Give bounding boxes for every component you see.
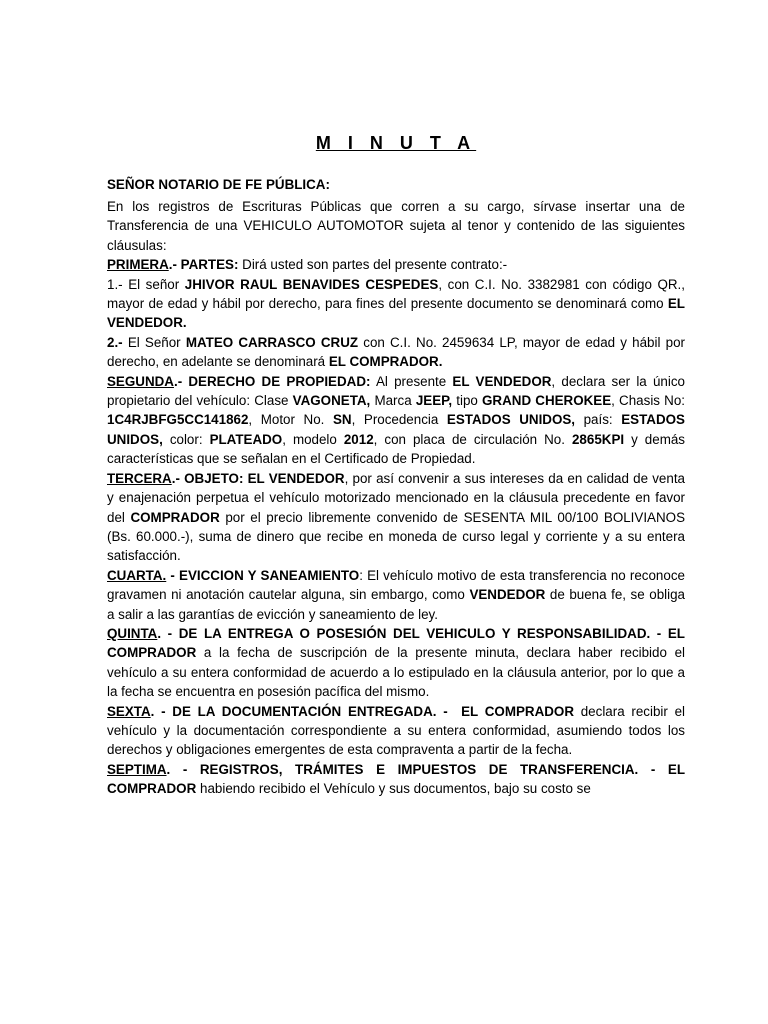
clause-bold: VAGONETA,: [292, 393, 371, 409]
party-number: 2.-: [107, 334, 123, 350]
clause-heading: TERCERA: [107, 470, 172, 486]
clause-bold: 2865KPI: [571, 431, 625, 447]
clause-text: Al presente: [370, 373, 453, 389]
clause-text: declara recibir el vehículo y la documentación correspondiente a su entera conformidad, asumiendo todos los derechos y obligaciones emergentes de esta compraventa a partir de la fecha.: [107, 703, 685, 758]
party-role: EL VENDEDOR.: [107, 296, 685, 331]
clause-text: , modelo: [282, 431, 344, 447]
clause-text: , Motor No.: [248, 412, 333, 428]
clause-title: . - DE LA ENTREGA O POSESIÓN DEL VEHICULO Y RESPONSABILIDAD. - EL COMPRADOR: [107, 625, 685, 661]
clause-bold: PLATEADO: [209, 431, 283, 447]
clause-bold: GRAND CHEROKEE: [482, 393, 612, 409]
party-1: [107, 275, 685, 333]
party-role: EL COMPRADOR.: [328, 354, 443, 370]
clause-bold: COMPRADOR: [130, 509, 220, 525]
clause-text: país:: [575, 412, 622, 428]
clause-heading: PRIMERA: [107, 257, 169, 273]
party-name: JHIVOR RAUL BENAVIDES CESPEDES: [184, 276, 439, 292]
party-text: , con C.I. No. 3382981 con código QR., mayor de edad y hábil por derecho, para fines del presente documento se denominará como: [107, 276, 685, 312]
clause-text: , declara ser la único propietario del vehículo: Clase: [107, 373, 685, 409]
clause-heading: SEXTA: [107, 703, 151, 719]
clause-bold: 2012: [343, 431, 374, 447]
clause-segunda: [107, 372, 685, 469]
clause-title: - EVICCION Y SANEAMIENTO: [166, 567, 360, 583]
clause-text: tipo: [452, 393, 483, 409]
clause-bold: 1C4RJBFG5CC141862: [107, 412, 249, 428]
clause-text: , Chasis No:: [611, 393, 685, 409]
clause-text: , Procedencia: [351, 412, 447, 428]
clause-text: por el precio libremente convenido de SESENTA MIL 00/100 BOLIVIANOS (Bs. 60.000.-), suma de dinero que recibe en moneda de curso legal y corriente y a su entera satisfacción.: [107, 509, 685, 564]
clause-bold: SN: [332, 412, 352, 428]
intro-paragraph: En los registros de Escrituras Públicas que corren a su cargo, sírvase insertar una de Transferencia de una VEHICULO AUTOMOTOR sujeta al tenor y contenido de las siguientes cláusulas:: [107, 199, 685, 253]
clause-quinta: [107, 624, 685, 702]
clause-title: . - REGISTROS, TRÁMITES E IMPUESTOS DE TRANSFERENCIA. - EL COMPRADOR: [107, 761, 685, 797]
clause-cuarta: [107, 566, 685, 624]
clause-heading: SEGUNDA: [107, 373, 174, 389]
clause-bold: ESTADOS UNIDOS,: [107, 412, 685, 447]
document-title: M I N U T A: [315, 133, 477, 153]
clause-title: .- DERECHO DE PROPIEDAD:: [173, 373, 371, 389]
party-text: El Señor: [122, 334, 186, 350]
party-2: [107, 333, 685, 372]
clause-bold: JEEP,: [415, 393, 453, 409]
clause-heading: SEPTIMA: [107, 761, 167, 777]
clause-sexta: [107, 702, 685, 760]
clause-text: color:: [162, 431, 210, 447]
clause-tercera: [107, 469, 685, 566]
party-text: con C.I. No. 2459634 LP, mayor de edad y hábil por derecho, en adelante se denominará: [107, 334, 685, 370]
clause-title: .- OBJETO: EL VENDEDOR: [171, 470, 345, 486]
clause-heading: CUARTA.: [107, 567, 167, 583]
clause-text: habiendo recibido el Vehículo y sus documentos, bajo su costo se: [196, 781, 591, 797]
clause-bold: VENDEDOR: [469, 587, 546, 603]
clause-text: de buena fe, se obliga a salir a las garantías de evicción y saneamiento de ley.: [107, 587, 685, 622]
clause-heading: QUINTA: [107, 625, 158, 641]
clause-text: Marca: [370, 393, 416, 409]
clause-text: y demás características que se señalan en el Certificado de Propiedad.: [107, 431, 685, 467]
clause-text: Dirá usted son partes del presente contrato:-: [238, 257, 508, 273]
clause-primera: [107, 255, 685, 274]
party-name: MATEO CARRASCO CRUZ: [185, 334, 359, 350]
addressee-line: SEÑOR NOTARIO DE FE PÚBLICA:: [107, 177, 330, 192]
clause-title: . - DE LA DOCUMENTACIÓN ENTREGADA. - EL COMPRADOR: [150, 703, 574, 719]
document-body: [107, 197, 685, 799]
clause-bold: EL VENDEDOR: [452, 373, 552, 389]
clause-text: a la fecha de suscripción de la presente minuta, declara haber recibido el vehículo a su entera conformidad de acuerdo a lo estipulado en la cláusula anterior, por lo que a la fecha se encuentra en posesión pacífica del mismo.: [107, 645, 685, 700]
clause-bold: ESTADOS UNIDOS,: [446, 412, 576, 428]
clause-text: : El vehículo motivo de esta transferencia no reconoce gravamen ni anotación cautelar alguna, sin embargo, como: [107, 567, 685, 603]
party-text: 1.- El señor: [107, 276, 185, 292]
clause-text: , por así convenir a sus intereses da en calidad de venta y enajenación perpetua el vehículo motorizado mencionado en la cláusula precedente en favor del: [107, 470, 685, 525]
clause-text: , con placa de circulación No.: [373, 431, 572, 447]
clause-title: .- PARTES:: [168, 257, 239, 273]
clause-septima: [107, 760, 685, 799]
